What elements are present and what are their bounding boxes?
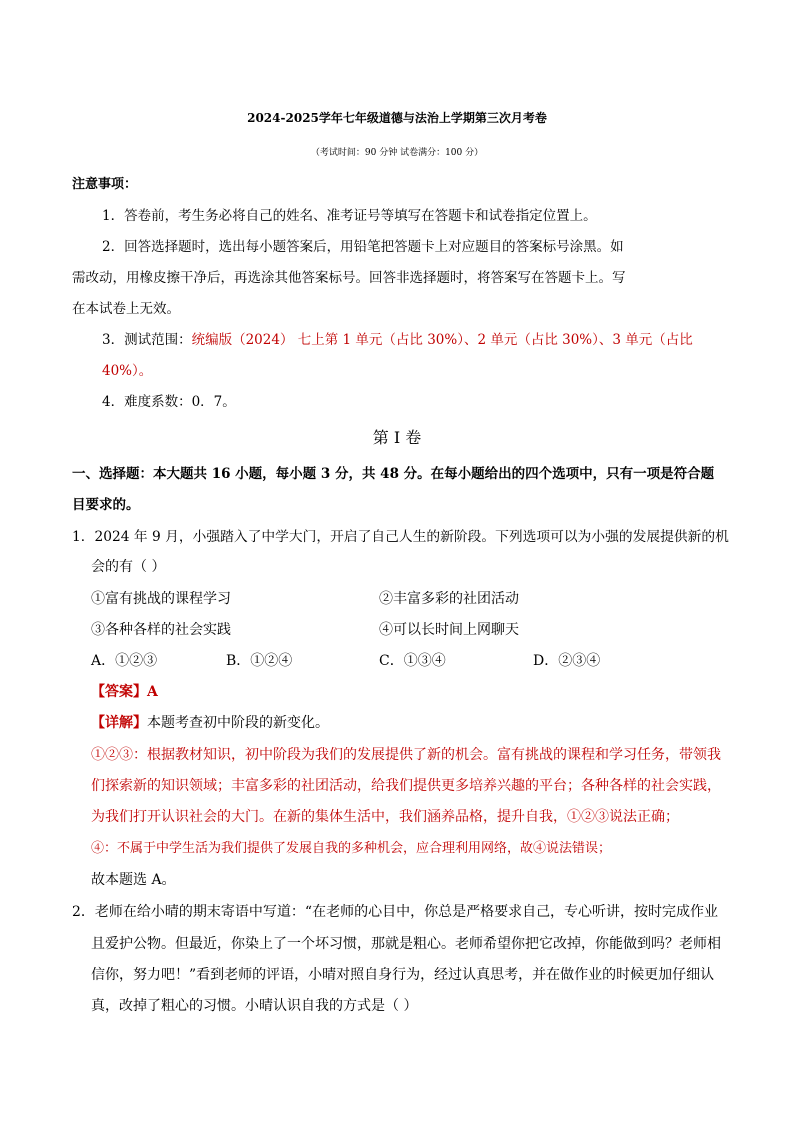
notice-item-3-line-2: 40%）。 — [102, 363, 153, 379]
question-1-choice-c: C．①③④ — [379, 653, 446, 669]
question-1-stem-line-1: 1．2024 年 9 月，小强踏入了中学大门，开启了自己人生的新阶段。下列选项可以为小强的发展提供新的机 — [72, 529, 729, 545]
question-1-explanation-line-3: 为我们打开认识社会的大门。在新的集体生活中，我们涵养品格，提升自我，①②③说法正确； — [91, 809, 679, 825]
notice-item-3-line-1 — [102, 330, 693, 350]
question-1-choice-b: B．①②④ — [226, 653, 293, 669]
question-1-explanation-line-2: 们探索新的知识领域；丰富多彩的社团活动，给我们提供更多培养兴趣的平台；各种各样的社会实践， — [91, 778, 721, 794]
notice-item-2-line-1: 2．回答选择题时，选出每小题答案后，用铅笔把答题卡上对应题目的答案标号涂黑。如 — [102, 239, 624, 255]
question-1-choice-d: D．②③④ — [533, 653, 601, 669]
question-1-explanation-line-4: ④：不属于中学生活为我们提供了发展自我的多种机会，应合理利用网络，故④说法错误； — [91, 841, 612, 856]
question-2-stem-line-1: 2．老师在给小晴的期末寄语中写道：“在老师的心目中，你总是严格要求自己，专心听讲，按时完成作业 — [72, 904, 719, 920]
volume-heading: 第 I 卷 — [372, 428, 422, 447]
question-1-detail — [91, 713, 329, 733]
answer-label: 【答案】 — [91, 684, 147, 700]
question-1-explanation-line-1: ①②③：根据教材知识，初中阶段为我们的发展提供了新的机会。富有挑战的课程和学习任务，带领我 — [91, 747, 721, 763]
answer-value: A — [147, 684, 158, 700]
question-1-option-4: ④可以长时间上网聊天 — [379, 622, 519, 638]
notice-item-4: 4．难度系数：0．7。 — [102, 394, 236, 410]
test-scope: 统编版（2024） 七上第 1 单元（占比 30%）、2 单元（占比 30%）、3 单元（占比 — [191, 332, 693, 348]
question-1-conclusion: 故本题选 A。 — [91, 872, 176, 888]
section-heading-line-1: 一、选择题：本大题共 16 小题，每小题 3 分，共 48 分。在每小题给出的四个选项中，只有一项是符合题 — [72, 466, 715, 482]
question-2-stem-line-3: 信你，努力吧！”看到老师的评语，小晴对照自身行为，经过认真思考，并在做作业的时候更加仔细认 — [91, 967, 715, 983]
question-1-option-2: ②丰富多彩的社团活动 — [379, 591, 519, 607]
question-1-answer — [91, 682, 158, 702]
question-1-option-1: ①富有挑战的课程学习 — [91, 591, 231, 607]
question-1-choice-a: A．①②③ — [91, 653, 158, 669]
question-2-stem-line-4: 真，改掉了粗心的习惯。小晴认识自我的方式是（ ） — [91, 998, 418, 1014]
page-title: 2024-2025学年七年级道德与法治上学期第三次月考卷 — [247, 111, 547, 125]
section-heading-line-2: 目要求的。 — [72, 497, 140, 513]
exam-subtitle: （考试时间：90 分钟 试卷满分：100 分） — [310, 148, 484, 158]
notice-heading: 注意事项： — [72, 177, 138, 192]
question-1-option-3: ③各种各样的社会实践 — [91, 622, 231, 638]
detail-label: 【详解】 — [91, 715, 147, 731]
question-1-stem-line-2: 会的有（ ） — [91, 559, 166, 575]
question-2-stem-line-2: 且爱护公物。但最近，你染上了一个坏习惯，那就是粗心。老师希望你把它改掉，你能做到吗？老师相 — [91, 936, 721, 952]
notice-item-1: 1．答卷前，考生务必将自己的姓名、准考证号等填写在答题卡和试卷指定位置上。 — [102, 208, 597, 224]
notice-item-2-line-2: 需改动，用橡皮擦干净后，再选涂其他答案标号。回答非选择题时，将答案写在答题卡上。写 — [72, 270, 626, 286]
notice-item-3-prefix: 3．测试范围： — [102, 332, 192, 348]
notice-item-2-line-3: 在本试卷上无效。 — [72, 301, 180, 317]
detail-text: 本题考查初中阶段的新变化。 — [147, 715, 329, 731]
